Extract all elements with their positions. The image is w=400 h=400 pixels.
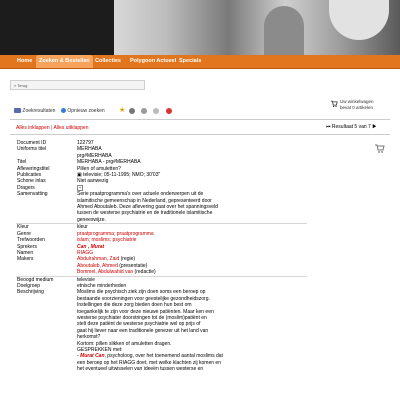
magnifier-icon: [61, 108, 66, 113]
field-label: Uniforms titel: [17, 146, 47, 153]
header-banner: [0, 0, 400, 55]
field-value: [77, 289, 307, 372]
description-line: Kortom: pillen slikken of amuletten dragen.: [77, 340, 172, 347]
name-link[interactable]: RIAGG: [77, 249, 94, 256]
maker-role: (redactie): [134, 269, 156, 276]
field-label: Afleveringstitel: [17, 165, 50, 172]
field-value: kleur: [77, 224, 88, 231]
field-label: Makers: [17, 256, 34, 263]
description-line: stelt deze patiënt de westerse psychiatrie wel op prijs of: [77, 321, 201, 328]
results-link[interactable]: [14, 107, 55, 115]
row-makers: [16, 256, 307, 276]
field-value: MERHABA - prg#MERHABA: [77, 159, 141, 166]
expand-all-link[interactable]: Alles uitklappen: [53, 125, 89, 131]
nav-item-polygoon[interactable]: Polygoon Actueel: [130, 58, 177, 64]
print-icon[interactable]: [153, 107, 159, 115]
row-color: [16, 224, 307, 231]
field-value: [77, 146, 307, 159]
publication-text: televisie; 05-11-1995; NMO; 30'03": [83, 172, 161, 179]
field-label: Beschrijving: [17, 289, 44, 296]
row-summary: [16, 191, 307, 224]
field-label: Genre: [17, 230, 31, 237]
field-value: [77, 191, 307, 224]
dash: -: [77, 353, 81, 360]
nav-item-specials[interactable]: Specials: [179, 58, 202, 64]
field-value: Niet aanwezig: [77, 178, 109, 185]
field-label: Dragers: [17, 184, 35, 191]
field-label: Doelgroep: [17, 282, 41, 289]
field-label: Document ID: [17, 140, 47, 146]
gear-icon[interactable]: [129, 107, 135, 115]
summary-line: tussen de westerse psychiatrie en de traditionele islamitische: [77, 210, 213, 217]
description-line: toegankelijk te zijn voor deze nieuwe patiënten. Maar ken een: [77, 308, 214, 315]
expand-controls: [16, 125, 89, 131]
maker-link[interactable]: Aboutaleb, Ahmed: [77, 262, 118, 269]
uniform-title-2: prg#MERHABA: [77, 152, 112, 159]
divider: [10, 134, 390, 135]
description-line: een beroep op het RIAGG doet, met welke klachten zij komen en: [77, 359, 221, 366]
maker-entry: [77, 269, 307, 275]
research-label: Opnieuw zoeken: [67, 108, 105, 114]
description-text: , psycholoog, over het toenemend aantal moslims dat: [104, 353, 223, 360]
cart-line-1: Uw winkelwagen: [340, 99, 374, 104]
next-result-icon[interactable]: ▶: [372, 124, 377, 130]
field-label: Schone inlas: [17, 178, 46, 185]
document-detail-table: [16, 140, 307, 373]
add-to-cart-icon[interactable]: [374, 142, 385, 154]
row-uniform-title: [16, 146, 307, 159]
field-label: Beoogd medium: [17, 276, 54, 283]
field-label: Samenvatting: [17, 191, 48, 198]
summary-line: islamitische gemeenschap in Nederland, gepresenteerd door: [77, 197, 212, 204]
description-line: westerse psychiater doorstringen tot de (moslim)patiënt en: [77, 314, 207, 321]
summary-line: Ahmed Aboutaleb. Deze aflevering gaat over het spanningsveld: [77, 204, 218, 211]
description-line: Instellingen die deze zorg bieden doen hun best om: [77, 302, 192, 309]
summary-line: Serie praatprogramma's over actuele onderwerpen uit de: [77, 191, 204, 198]
field-value: Pillen of amuletten?: [77, 165, 121, 172]
nav-item-collections[interactable]: Collecties: [95, 58, 121, 64]
field-label: Publicaties: [17, 172, 42, 179]
keywords-link[interactable]: islam; moslims; psychiatrie: [77, 237, 137, 244]
info-icon[interactable]: [141, 107, 147, 115]
speaker-link[interactable]: Murat Can: [80, 353, 105, 360]
field-value: 122797: [77, 140, 94, 146]
row-intended-medium: [16, 276, 307, 283]
description-line: GESPREKKEN met:: [77, 347, 123, 353]
separator: |: [51, 125, 53, 131]
maker-link[interactable]: Abdulrahman, Zaid: [77, 256, 120, 263]
tv-icon: ▣: [77, 172, 82, 179]
description-line: gaat hij liever naar een traditionele genezer uit het land van: [77, 327, 209, 334]
field-label: Namen: [17, 249, 34, 256]
uniform-title-1: MERHABA: [77, 146, 102, 153]
description-line: het eventueel uitwisselen van ideeën tussen westerse en: [77, 366, 204, 373]
main-navigation: [0, 55, 400, 69]
expand-carriers-icon[interactable]: +: [78, 184, 82, 190]
speaker-link[interactable]: Can , Murat: [77, 243, 105, 250]
results-label: Zoekresultaten: [22, 108, 56, 114]
shopping-cart[interactable]: [330, 99, 388, 115]
row-description: [16, 289, 307, 372]
genre-link[interactable]: praatprogramma; praatprogramma: [77, 230, 154, 237]
field-value: etnische minderheden: [77, 282, 127, 289]
field-label: Kleur: [17, 224, 29, 231]
divider: [10, 119, 390, 120]
collapse-all-link[interactable]: Alles inklappen: [16, 125, 50, 131]
nav-item-home[interactable]: Home: [17, 58, 33, 64]
description-line: herkomst?: [77, 334, 101, 341]
back-arrow-icon: «: [14, 83, 17, 88]
cart-line-2: bevat 0 artikelen: [340, 104, 374, 110]
result-pagination: [326, 124, 377, 130]
results-icon: [14, 108, 21, 113]
help-icon[interactable]: [166, 107, 172, 115]
back-bar[interactable]: [10, 80, 145, 90]
field-label: Sprekers: [17, 243, 38, 250]
nav-item-search-order[interactable]: Zoeken & Bestellen: [36, 55, 93, 68]
description-line: bestaande voorzieningen voor geestelijke gezondheidszorg.: [77, 295, 210, 302]
summary-line: geneeswijze.: [77, 216, 106, 223]
banner-photo: [114, 0, 400, 55]
field-value: televisie: [77, 276, 96, 283]
description-line: Moslims die psychisch ziek zijn doen soms een beroep op: [77, 289, 206, 296]
cart-icon: [330, 99, 338, 108]
field-label: Titel: [17, 159, 27, 166]
field-label: Trefwoorden: [17, 237, 45, 244]
result-counter: Resultaat 5 van 7: [331, 124, 371, 130]
maker-role: (regie): [120, 256, 136, 263]
research-link[interactable]: [61, 107, 105, 115]
maker-role: (presentatie): [119, 262, 148, 269]
maker-link[interactable]: Bommel, Abdulwahid van: [77, 269, 134, 276]
star-icon[interactable]: ★: [119, 107, 126, 114]
back-label: Terug: [17, 83, 28, 88]
first-result-icon[interactable]: ⏮: [326, 124, 331, 130]
field-value: [77, 256, 307, 276]
